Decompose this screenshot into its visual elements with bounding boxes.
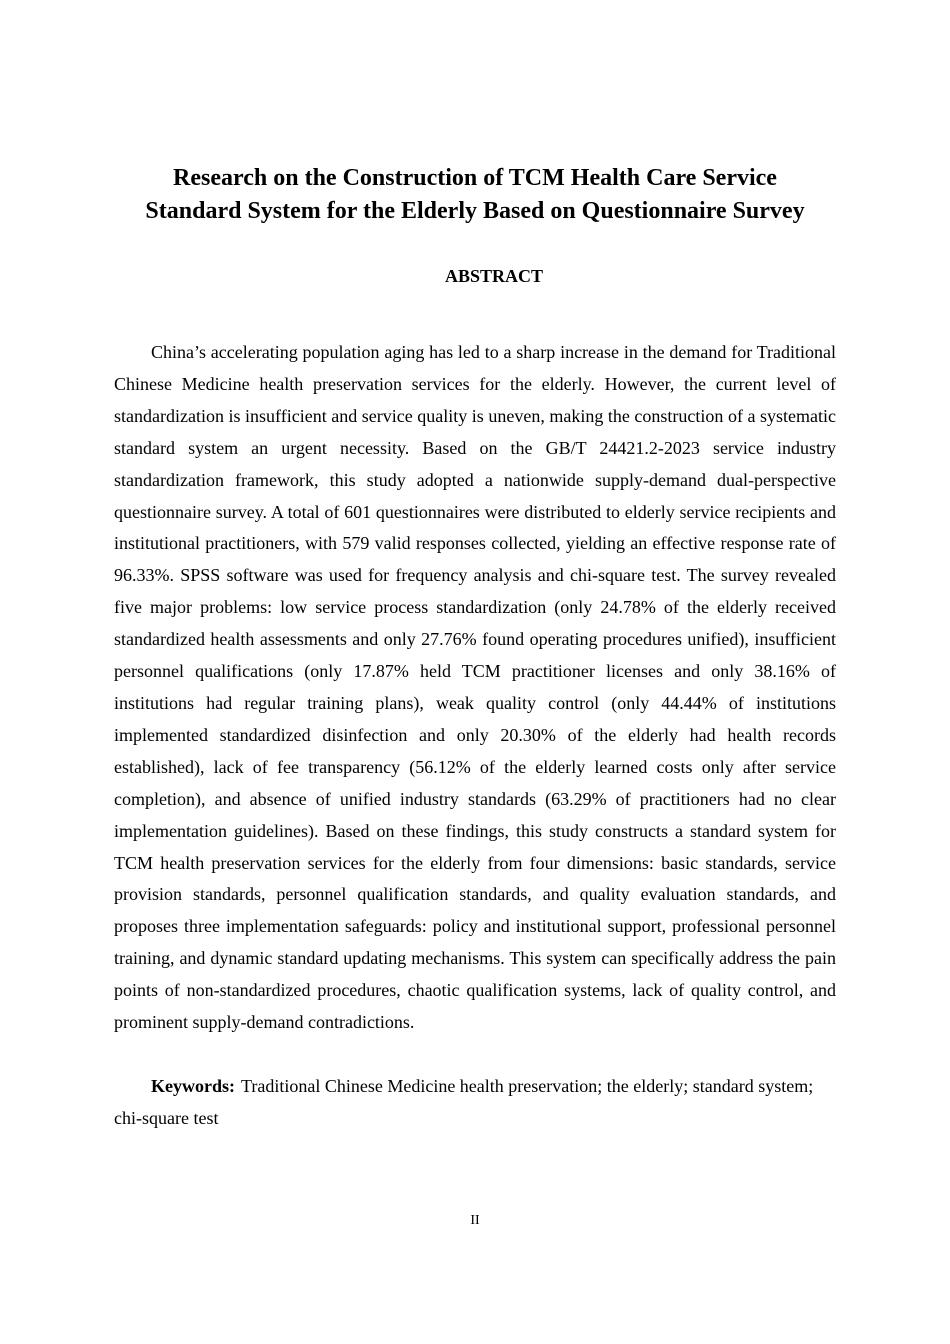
keywords-paragraph [114,1071,836,1135]
paper-title-line-1: Research on the Construction of TCM Health Care Service [173,165,777,191]
paper-title [94,162,856,228]
paper-title-line-2: Standard System for the Elderly Based on Questionnaire Survey [145,198,805,224]
document-page [114,0,836,1344]
keywords-text: Traditional Chinese Medicine health preservation; the elderly; standard system; chi-square test [114,1076,814,1128]
keywords-label: Keywords: [151,1076,235,1096]
page-number: II [470,1213,480,1228]
abstract-heading: ABSTRACT [444,266,544,286]
abstract-body: China’s accelerating population aging has led to a sharp increase in the demand for Traditional Chinese Medicine health preservation services for the elderly. However, the current level of standardization is insufficient and service quality is uneven, making the construction of a systematic standard system an urgent necessity. Based on the GB/T 24421.2-2023 service industry standardization framework, this study adopted a nationwide supply-demand dual-perspective questionnaire survey. A total of 601 questionnaires were distributed to elderly service recipients and institutional practitioners, with 579 valid responses collected, yielding an effective response rate of 96.33%. SPSS software was used for frequency analysis and chi-square test. The survey revealed five major problems: low service process standardization (only 24.78% of the elderly received standardized health assessments and only 27.76% found operating procedures unified), insufficient personnel qualifications (only 17.87% held TCM practitioner licenses and only 38.16% of institutions had regular training plans), weak quality control (only 44.44% of institutions implemented standardized disinfection and only 20.30% of the elderly had health records established), lack of fee transparency (56.12% of the elderly learned costs only after service completion), and absence of unified industry standards (63.29% of practitioners had no clear implementation guidelines). Based on these findings, this study constructs a standard system for TCM health preservation services for the elderly from four dimensions: basic standards, service provision standards, personnel qualification standards, and quality evaluation standards, and proposes three implementation safeguards: policy and institutional support, professional personnel training, and dynamic standard updating mechanisms. This system can specifically address the pain points of non-standardized procedures, chaotic qualification systems, lack of quality control, and prominent supply-demand contradictions. [114,342,836,1033]
